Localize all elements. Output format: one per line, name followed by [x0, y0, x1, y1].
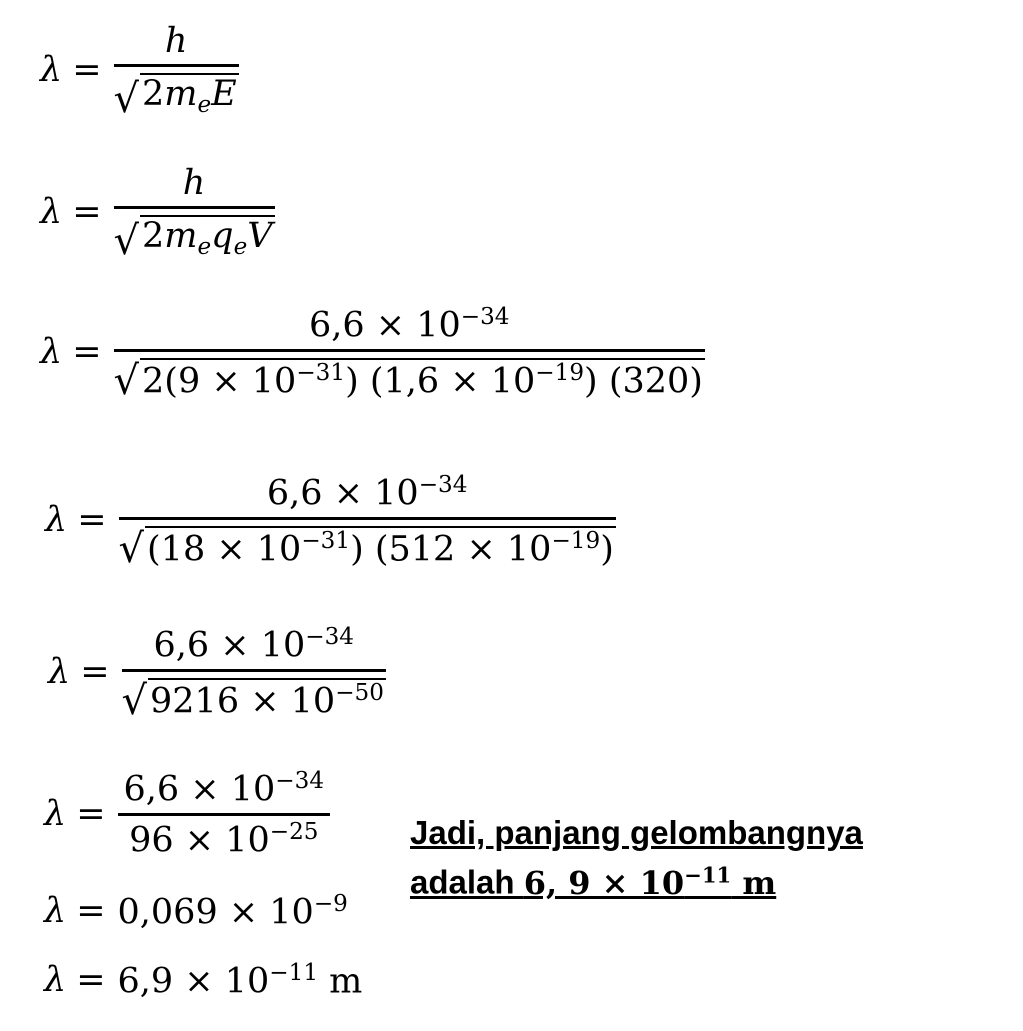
conclusion-answer: 6, $9 \times 10^{-11}$ m [523, 862, 777, 902]
equation-5 [48, 624, 386, 725]
radicand: $(18 \times 10^{-31})$ $(512 \times 10^{-19})$ [147, 527, 614, 570]
conclusion-text [410, 812, 982, 904]
numerator: $6,6 \times 10^{-34}$ [266, 472, 468, 514]
sqrt-icon: √ [113, 218, 140, 265]
denominator: $96 \times 10^{-25}$ [129, 818, 319, 861]
equation-4 [45, 472, 616, 573]
equals-sign: = [72, 50, 102, 90]
denominator [118, 520, 616, 573]
numerator: $6,6 \times 10^{-34}$ [153, 624, 354, 666]
equation-6 [44, 768, 330, 861]
numerator: h [164, 21, 188, 61]
fraction [113, 163, 275, 265]
expression: $0,069 \times 10^{-9}$ [117, 891, 348, 933]
sqrt-icon: √ [113, 358, 140, 405]
equation-2 [40, 163, 275, 265]
equation-7 [44, 893, 348, 931]
equals-sign: = [77, 500, 107, 541]
lambda-symbol: λ [44, 793, 67, 834]
equation-3 [40, 304, 705, 405]
equation-1 [40, 21, 239, 123]
fraction [118, 472, 616, 573]
lambda-symbol: λ [45, 500, 68, 541]
radicand: $2m_eE$ [142, 74, 237, 118]
denominator [113, 209, 275, 265]
numerator: h [182, 163, 206, 203]
lambda-symbol: λ [40, 50, 63, 90]
radicand: $2m_eq_eV$ [142, 216, 273, 260]
conclusion-prefix: adalah [410, 863, 524, 901]
fraction [121, 624, 386, 725]
sqrt-icon: √ [121, 678, 148, 725]
expression: $6,9 \times 10^{-11}$ m [117, 960, 363, 1002]
equals-sign: = [76, 793, 106, 834]
equals-sign: = [80, 652, 110, 693]
lambda-symbol: λ [40, 192, 63, 232]
denominator [113, 67, 239, 123]
sqrt-icon: √ [113, 76, 140, 123]
lambda-symbol: λ [44, 960, 67, 1001]
denominator [121, 672, 386, 725]
lambda-symbol: λ [48, 652, 71, 693]
fraction [118, 768, 331, 861]
sqrt-icon: √ [118, 526, 145, 573]
denominator [113, 352, 705, 405]
fraction [113, 304, 705, 405]
numerator: $6,6 \times 10^{-34}$ [308, 304, 510, 346]
numerator: $6,6 \times 10^{-34}$ [123, 768, 325, 810]
radicand: $2(9 \times 10^{-31})$ $(1,6 \times 10^{-19})$ (320) [142, 359, 703, 402]
equals-sign: = [72, 192, 102, 232]
lambda-symbol: λ [44, 891, 67, 932]
radicand: $9216 \times 10^{-50}$ [150, 679, 384, 722]
lambda-symbol: λ [40, 332, 63, 373]
equals-sign: = [76, 891, 106, 932]
equals-sign: = [72, 332, 102, 373]
fraction [113, 21, 239, 123]
conclusion-line-1: Jadi, panjang gelombangnya [410, 814, 863, 851]
equation-8 [44, 962, 362, 1000]
equals-sign: = [76, 960, 106, 1001]
